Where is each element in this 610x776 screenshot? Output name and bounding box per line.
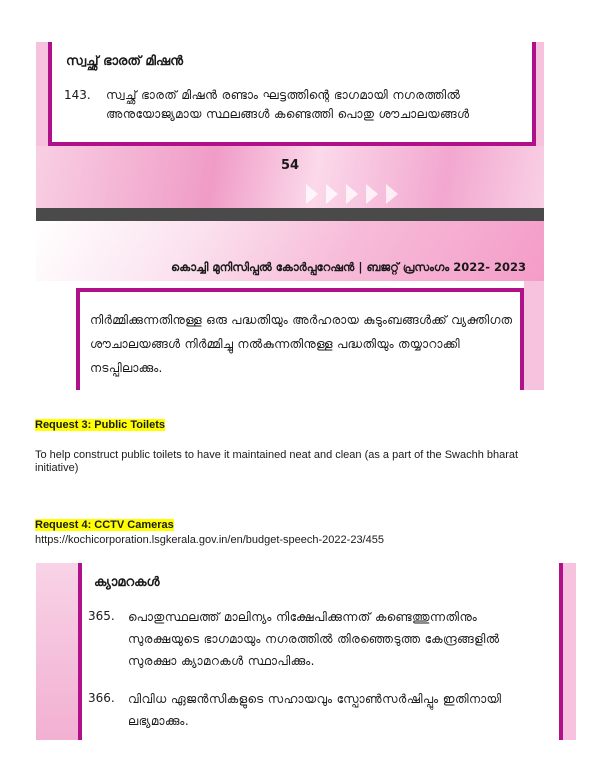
frame-border-left xyxy=(78,563,82,740)
budget-excerpt-cameras xyxy=(36,563,576,740)
page-divider xyxy=(36,208,544,221)
budget-excerpt-swachh-bharat xyxy=(36,42,544,390)
page-margin xyxy=(36,288,76,390)
item-text: പൊതുസ്ഥലത്ത് മാലിന്യം നിക്ഷേപിക്കുന്നത് കണ്ടെത്തുന്നതിനും സുരക്ഷയുടെ ഭാഗമായും നഗരത്തിൽ തിരഞ്ഞെടുത്ത കേന്ദ്രങ്ങളിൽ സുരക്ഷാ ക്യാമറകൾ സ്ഥാപിക്കും. xyxy=(128,610,500,668)
highlighted-label: Request 4: CCTV Cameras xyxy=(35,519,174,531)
item-text: വിവിധ ഏജൻസികളുടെ സഹായവും സ്പോൺസർഷിപ്പും ഇതിനായി ലഭ്യമാക്കും. xyxy=(128,692,502,728)
chevron-decoration xyxy=(386,184,398,204)
section-title: ക്യാമറകൾ xyxy=(94,575,160,590)
item-number: 366. xyxy=(88,691,115,705)
page-border-left xyxy=(36,563,80,740)
section-title: സ്വച്ഛ് ഭാരത് മിഷൻ xyxy=(66,54,184,69)
page-border-right xyxy=(563,563,576,740)
page-border-right xyxy=(524,281,544,390)
chevron-decoration xyxy=(306,184,318,204)
item-text: സ്വച്ഛ് ഭാരത് മിഷൻ രണ്ടാം ഘട്ടത്തിന്റെ ഭാഗമായി നഗരത്തിൽ അനുയോജ്യമായ സ്ഥലങ്ങൾ കണ്ടെത്തി പൊതു ശൗചാലയങ്ങൾ xyxy=(106,88,470,121)
request-4-url[interactable]: https://kochicorporation.lsgkerala.gov.in/en/budget-speech-2022-23/455 xyxy=(35,534,384,546)
running-header: കൊച്ചി മുനിസിപ്പൽ കോർപ്പറേഷൻ | ബജറ്റ് പ്രസംഗം 2022- 2023 xyxy=(171,260,526,274)
page-border-left xyxy=(36,42,48,146)
item-number: 143. xyxy=(64,88,91,102)
highlighted-label: Request 3: Public Toilets xyxy=(35,419,165,431)
chevron-decoration xyxy=(366,184,378,204)
page-footer-band xyxy=(36,146,544,208)
request-3-body: To help construct public toilets to have it maintained neat and clean (as a part of the Swachh bharat initiative) xyxy=(35,449,519,474)
request-4-label xyxy=(35,519,174,531)
item-number: 365. xyxy=(88,609,115,623)
request-3-label xyxy=(35,419,165,431)
continued-text: നിർമ്മിക്കുന്നതിനുള്ള ഒരു പദ്ധതിയും അർഹരായ കുടുംബങ്ങൾക്ക് വ്യക്തിഗത ശൗചാലയങ്ങൾ നിർമ്മിച്ചു നൽകുന്നതിനുള്ള പദ്ധതിയും തയ്യാറാക്കി നടപ്പിലാക്കും. xyxy=(90,313,513,375)
chevron-decoration xyxy=(346,184,358,204)
chevron-decoration xyxy=(326,184,338,204)
page-number: 54 xyxy=(280,158,300,173)
